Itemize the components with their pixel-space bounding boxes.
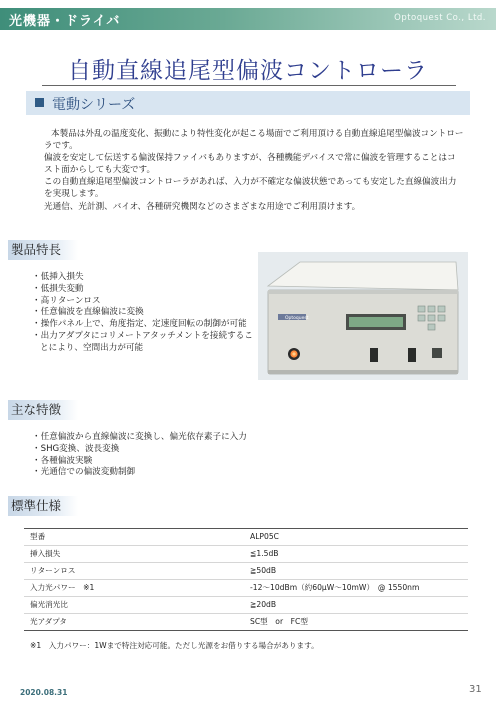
spec-table bbox=[24, 528, 468, 631]
list-item: ・ 低損失変動 bbox=[32, 284, 256, 296]
title-underline bbox=[42, 85, 456, 86]
company-name: Optoquest Co., Ltd. bbox=[394, 13, 486, 23]
spec-value: ≧20dB bbox=[250, 600, 277, 609]
spec-footnote: ※1 入力パワー：1Wまで特注対応可能。ただし光源をお借りする場合があります。 bbox=[30, 641, 319, 650]
table-row bbox=[24, 546, 468, 563]
intro-paragraph: 本製品は外乱の温度変化、振動により特性変化が起こる場面でご利用頂ける自動直線追尾型偏波コントローラです。 bbox=[44, 129, 464, 152]
table-row bbox=[24, 597, 468, 614]
table-row bbox=[24, 563, 468, 580]
list-item: ・ 光通信での偏波変動制御 bbox=[32, 467, 462, 479]
device-brand-text: Optoquest bbox=[285, 316, 309, 321]
spec-value: -12～10dBm（約60μW～10mW） @ 1550nm bbox=[250, 583, 420, 592]
spec-label: 型番 bbox=[30, 532, 46, 541]
list-item: ・ 高リターンロス bbox=[32, 296, 256, 308]
intro-paragraph: 偏波を安定して伝送する偏波保持ファイバもありますが、各種機能デバイスで常に偏波を管理することはコスト面からしても大変です。 bbox=[44, 153, 456, 176]
series-banner bbox=[26, 91, 470, 115]
publish-date: 2020.08.31 bbox=[20, 688, 68, 697]
spec-value: ALP05C bbox=[250, 532, 279, 541]
spec-label: 偏光消光比 bbox=[30, 600, 68, 609]
list-item: ・ 任意偏波から直線偏波に変換し、偏光依存素子に入力 bbox=[32, 432, 462, 444]
list-item: ・ 各種偏波実験 bbox=[32, 456, 462, 468]
specs-heading: 標準仕様 bbox=[8, 496, 78, 516]
spec-value: SC型 or FC型 bbox=[250, 617, 308, 626]
list-item: ・ 操作パネル上で、角度指定、定速度回転の制御が可能 bbox=[32, 319, 256, 331]
square-bullet-icon bbox=[35, 98, 44, 107]
uses-list bbox=[32, 432, 462, 479]
series-label: 電動シリーズ bbox=[52, 97, 136, 113]
spec-value: ≧50dB bbox=[250, 566, 277, 575]
list-item: ・ 任意偏波を直線偏波に変換 bbox=[32, 307, 256, 319]
spec-label: 挿入損失 bbox=[30, 549, 61, 558]
page-title: 自動直線追尾型偏波コントローラ bbox=[68, 58, 428, 84]
table-row bbox=[24, 614, 468, 631]
table-row bbox=[24, 580, 468, 597]
table-row bbox=[24, 529, 468, 546]
spec-label: 光アダプタ bbox=[30, 617, 67, 626]
intro-text bbox=[44, 128, 464, 213]
uses-heading: 主な特徴 bbox=[8, 400, 78, 420]
features-list bbox=[32, 272, 256, 355]
list-item: ・ 出力アダプタにコリメートアタッチメントを接続することにより、空間出力が可能 bbox=[32, 331, 256, 355]
category-label: 光機器・ドライバ bbox=[9, 14, 121, 29]
spec-label: 入力光パワー ※1 bbox=[30, 583, 95, 592]
product-photo bbox=[258, 252, 468, 380]
controller-device-illustration bbox=[258, 252, 468, 380]
features-heading: 製品特長 bbox=[8, 240, 78, 260]
spec-label: リターンロス bbox=[30, 566, 76, 575]
intro-paragraph: 光通信、光計測、バイオ、各種研究機関などのさまざまな用途でご利用頂けます。 bbox=[44, 201, 361, 212]
list-item: ・ SHG変換、波長変換 bbox=[32, 444, 462, 456]
category-banner bbox=[0, 8, 496, 30]
page-number: 31 bbox=[469, 684, 482, 695]
list-item: ・ 低挿入損失 bbox=[32, 272, 256, 284]
intro-paragraph: この自動直線追尾型偏波コントローラがあれば、入力が不確定な偏波状態であっても安定した直線偏波出力を実現します。 bbox=[44, 177, 457, 200]
spec-value: ≦1.5dB bbox=[250, 549, 279, 558]
